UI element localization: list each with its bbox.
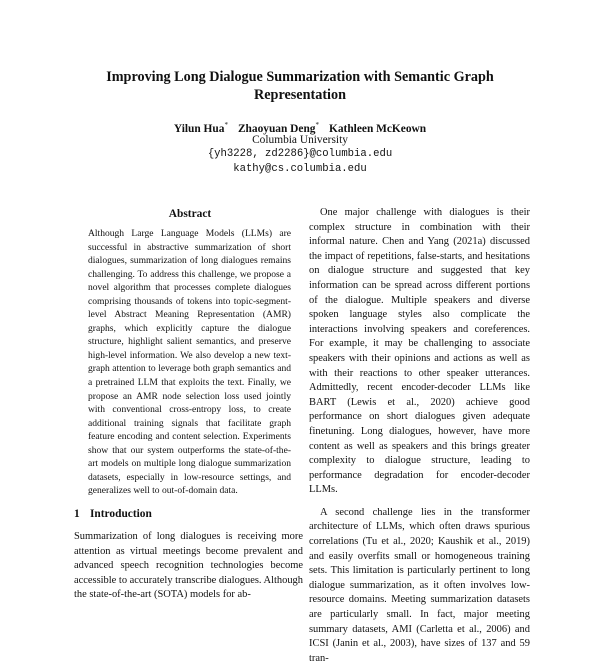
abstract-text: Although Large Language Models (LLMs) are successful in abstractive summarization of short dialogues, summarization of long dialogues remains challenging. To address this challenge, we propose a novel algorithm that processes complete dialogues comprising thousands of tokens into topic-segment-level Abstract Meaning Representation (AMR) graphs, which explicitly capture the dialogue structure, highlight salient semantics, and preserve high-level information. We also develop a new text-graph attention to leverage both graph semantics and a pretrained LLM that exploits the text. Finally, we propose an AMR node selection loss used jointly with conventional cross-entropy loss, to create additional training signals that facilitate graph feature encoding and content selection. Experiments show that our system outperforms the state-of-the-art models on multiple long dialogue summarization datasets, especially in low-resource settings, and generalizes well to out-of-domain data. <box>88 228 291 497</box>
section-heading <box>74 508 304 520</box>
section-number: 1 <box>74 508 80 520</box>
paper-title: Improving Long Dialogue Summarization with Semantic Graph Representation <box>106 69 494 103</box>
author-name: Yilun Hua <box>173 122 225 135</box>
email-line: kathy@cs.columbia.edu <box>233 163 367 175</box>
intro-paragraph: Summarization of long dialogues is receiving more attention as virtual meetings become prevalent and advanced speech recognition technologies become accessible to accurately transcribe dialogues. Although the state-of-the-art (SOTA) models for ab- <box>74 531 303 601</box>
affiliation: Columbia University <box>252 134 348 146</box>
author-name: Kathleen McKeown <box>328 122 427 135</box>
email-line: {yh3228, zd2286}@columbia.edu <box>207 148 393 160</box>
author-name: Zhaoyuan Deng <box>237 122 316 135</box>
section-title: Introduction <box>90 508 152 520</box>
abstract-heading: Abstract <box>168 208 212 220</box>
body-paragraph: A second challenge lies in the transformer architecture of LLMs, which often draws spurious correlations (Tu et al., 2020; Kaushik et al., 2019) and easily overfits small or homogeneous training sets. This limitation is particularly pertinent to long dialogue summarization, as it often involves low-resource domains. Meeting summarization datasets are particularly small. In fact, major meeting summary datasets, AMI (Carletta et al., 2006) and ICSI (Janin et al., 2003), have sizes of 137 and 59 tran- <box>309 506 530 664</box>
body-paragraph: One major challenge with dialogues is their complex structure in combination with their informal nature. Chen and Yang (2021a) discussed the impact of repetitions, false-starts, and hesitations on dialogue structure and suggested that key information can be spread across different portions of the dialogue. Multiple speakers and diverse spoken language styles also complicate the interactions involving speakers and coreferences. For example, it may be challenging to associate speakers with their opinions and actions as well as with their reactions to other speaker utterances. Admittedly, recent encoder-decoder LLMs like BART (Lewis et al., 2020) achieve good performance on short dialogues given adequate finetuning. Long dialogues, however, have more content as well as speakers and this brings greater complexity to dialogue structure, leading to performance degradation for encoder-decoder LLMs. <box>309 207 530 496</box>
author-mark: * <box>315 121 319 129</box>
right-column <box>309 206 530 666</box>
author-mark: * <box>224 121 228 129</box>
